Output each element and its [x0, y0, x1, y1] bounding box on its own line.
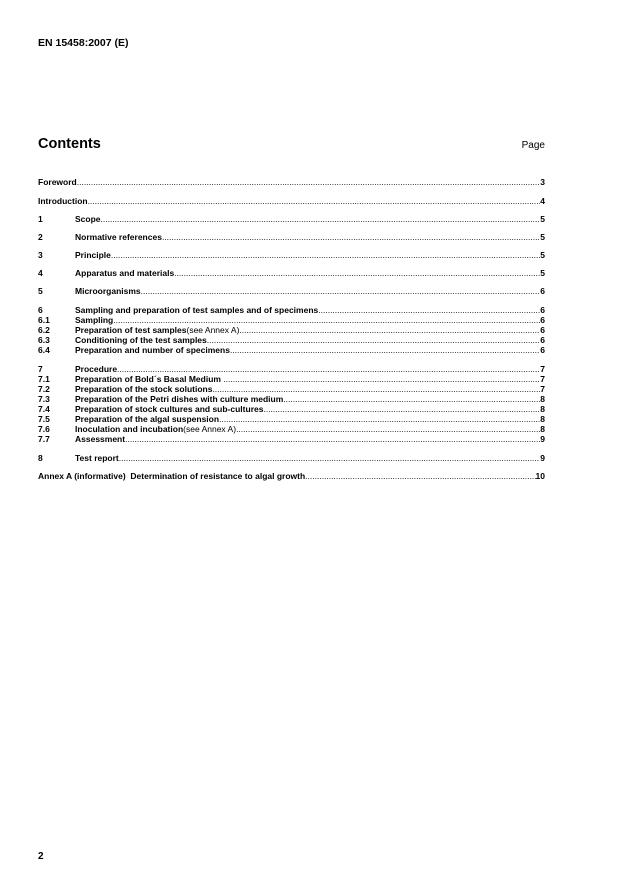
toc-dot-leader: [117, 364, 540, 374]
toc-entry-page: 6: [540, 325, 545, 335]
toc-entry-page: 7: [540, 384, 545, 394]
toc-entry-note: (see Annex A): [183, 424, 237, 434]
toc-entry-inoculation[interactable]: [38, 424, 545, 434]
toc-entry-title: Scope: [75, 214, 101, 224]
toc-entry-number: 4: [38, 268, 43, 278]
toc-dot-leader: [219, 414, 540, 424]
toc-entry-assessment[interactable]: [38, 434, 545, 444]
toc-entry-page: 8: [540, 404, 545, 414]
toc-entry-title: Preparation of the stock solutions: [75, 384, 213, 394]
toc-entry-title: Principle: [75, 250, 111, 260]
toc-entry-page: 7: [540, 364, 545, 374]
toc-dot-leader: [239, 325, 540, 335]
toc-dot-leader: [318, 305, 540, 315]
toc-entry-title: Procedure: [75, 364, 118, 374]
toc-entry-title: Normative references: [75, 232, 162, 242]
toc-entry-number: 7: [38, 364, 43, 374]
toc-entry-specimens[interactable]: [38, 345, 545, 355]
toc-entry-page: 6: [540, 315, 545, 325]
toc-entry-number: 7.5: [38, 414, 50, 424]
toc-entry-bolds-basal-medium[interactable]: [38, 374, 545, 384]
toc-entry-normative-references[interactable]: [38, 232, 545, 242]
toc-entry-number: 7.1: [38, 374, 50, 384]
toc-entry-number: 6: [38, 305, 43, 315]
toc-entry-page: 6: [540, 286, 545, 296]
toc-entry-number: 7.7: [38, 434, 50, 444]
toc-dot-leader: [236, 424, 540, 434]
toc-dot-leader: [119, 453, 540, 463]
toc-entry-preparation-test-samples[interactable]: [38, 325, 545, 335]
toc-entry-procedure[interactable]: [38, 364, 545, 374]
toc-dot-leader: [113, 315, 540, 325]
toc-dot-leader: [212, 384, 540, 394]
toc-entry-number: 6.2: [38, 325, 50, 335]
toc-entry-number: 7.3: [38, 394, 50, 404]
toc-entry-number: 1: [38, 214, 43, 224]
toc-entry-title: Assessment: [75, 434, 126, 444]
toc-entry-sampling-preparation[interactable]: [38, 305, 545, 315]
toc-entry-title: Preparation and number of specimens: [75, 345, 230, 355]
toc-dot-leader: [305, 471, 535, 481]
toc-entry-page: 4: [540, 196, 545, 206]
toc-dot-leader: [283, 394, 540, 404]
toc-entry-page: 5: [540, 268, 545, 278]
toc-entry-foreword[interactable]: [38, 177, 545, 187]
toc-entry-page: 10: [535, 471, 545, 481]
toc-dot-leader: [77, 177, 541, 187]
toc-entry-title: Inoculation and incubation: [75, 424, 184, 434]
toc-entry-page: 9: [540, 453, 545, 463]
toc-entry-page: 5: [540, 250, 545, 260]
toc-entry-title: Preparation of Bold´s Basal Medium: [75, 374, 224, 384]
toc-entry-page: 9: [540, 434, 545, 444]
toc-entry-note: (see Annex A): [186, 325, 240, 335]
toc-entry-number: 6.4: [38, 345, 50, 355]
page-number: 2: [38, 851, 44, 862]
toc-entry-number: 5: [38, 286, 43, 296]
toc-entry-title: Preparation of the algal suspension: [75, 414, 220, 424]
page-column-label: Page: [521, 140, 545, 151]
toc-entry-scope[interactable]: [38, 214, 545, 224]
toc-dot-leader: [88, 196, 541, 206]
toc-dot-leader: [111, 250, 540, 260]
toc-entry-page: 8: [540, 414, 545, 424]
toc-entry-number: 7.6: [38, 424, 50, 434]
toc-entry-conditioning[interactable]: [38, 335, 545, 345]
toc-entry-apparatus[interactable]: [38, 268, 545, 278]
toc-entry-algal-suspension[interactable]: [38, 414, 545, 424]
toc-entry-page: 5: [540, 214, 545, 224]
toc-entry-number: 2: [38, 232, 43, 242]
toc-entry-page: 6: [540, 345, 545, 355]
toc-entry-title: Sampling: [75, 315, 114, 325]
toc-entry-title: Sampling and preparation of test samples and of specimens: [75, 305, 319, 315]
document-id-header: EN 15458:2007 (E): [38, 37, 129, 49]
toc-entry-title: Microorganisms: [75, 286, 141, 296]
toc-entry-number: 6.3: [38, 335, 50, 345]
toc-entry-page: 7: [540, 374, 545, 384]
toc-entry-page: 6: [540, 305, 545, 315]
toc-entry-stock-solutions[interactable]: [38, 384, 545, 394]
toc-entry-page: 3: [540, 177, 545, 187]
toc-dot-leader: [263, 404, 540, 414]
toc-entry-title: Test report: [75, 453, 119, 463]
toc-entry-number: 8: [38, 453, 43, 463]
toc-entry-number: 3: [38, 250, 43, 260]
toc-entry-title: Annex A (informative) Determination of resistance to algal growth: [38, 471, 306, 481]
toc-entry-principle[interactable]: [38, 250, 545, 260]
toc-entry-page: 5: [540, 232, 545, 242]
toc-dot-leader: [174, 268, 540, 278]
toc-dot-leader: [162, 232, 540, 242]
toc-entry-title: Introduction: [38, 196, 88, 206]
toc-entry-number: 7.4: [38, 404, 50, 414]
toc-entry-page: 8: [540, 394, 545, 404]
toc-entry-title: Preparation of test samples: [75, 325, 187, 335]
toc-entry-page: 8: [540, 424, 545, 434]
toc-dot-leader: [141, 286, 541, 296]
toc-entry-petri-dishes[interactable]: [38, 394, 545, 404]
toc-entry-number: 6.1: [38, 315, 50, 325]
contents-heading: Contents: [38, 136, 101, 152]
toc-entry-sampling[interactable]: [38, 315, 545, 325]
toc-dot-leader: [207, 335, 541, 345]
toc-entry-annex-a[interactable]: [38, 471, 545, 481]
toc-dot-leader: [230, 345, 540, 355]
toc-entry-stock-cultures[interactable]: [38, 404, 545, 414]
toc-dot-leader: [125, 434, 540, 444]
toc-entry-title: Foreword: [38, 177, 77, 187]
toc-dot-leader: [223, 374, 540, 384]
toc-entry-title: Apparatus and materials: [75, 268, 175, 278]
toc-entry-introduction[interactable]: [38, 196, 545, 206]
toc-entry-title: Preparation of stock cultures and sub-cultures: [75, 404, 264, 414]
table-of-contents: [38, 0, 545, 877]
toc-entry-number: 7.2: [38, 384, 50, 394]
toc-entry-page: 6: [540, 335, 545, 345]
toc-entry-microorganisms[interactable]: [38, 286, 545, 296]
toc-entry-title: Preparation of the Petri dishes with culture medium: [75, 394, 284, 404]
toc-entry-test-report[interactable]: [38, 453, 545, 463]
toc-entry-title: Conditioning of the test samples: [75, 335, 207, 345]
toc-dot-leader: [101, 214, 541, 224]
